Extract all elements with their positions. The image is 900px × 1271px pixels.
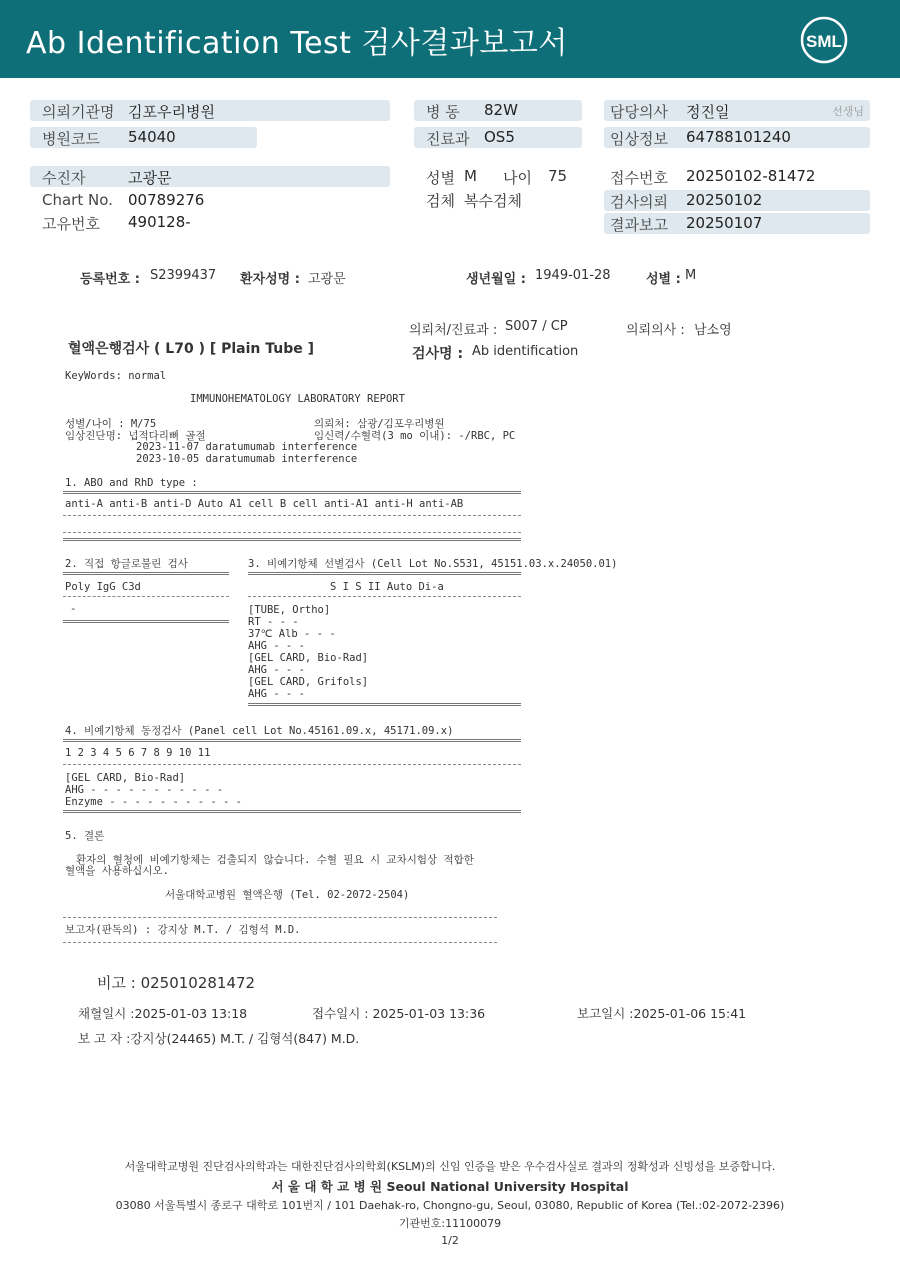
certification-text: 서울대학교병원 진단검사의학과는 대한진단검사의학회(KSLM)의 신임 인증을 받은 우수검사실로 결과의 정확성과 신빙성을 보증합니다.	[124, 1160, 776, 1173]
hospital-name-en: Seoul National University Hospital	[386, 1179, 629, 1194]
reporter-line: 보고자(판독의) : 강지상 M.T. / 김형석 M.D.	[65, 924, 301, 936]
logo-text: SML	[806, 32, 842, 51]
divider	[63, 491, 521, 494]
screen-header: S I S II Auto Di-a	[330, 581, 444, 593]
divider	[248, 572, 521, 575]
specimen-label: 검체	[426, 192, 455, 210]
section-1-title: 1. ABO and RhD type :	[65, 477, 198, 489]
report-title: Ab Identification Test 검사결과보고서	[26, 26, 568, 61]
screen-row: AHG - - -	[248, 688, 305, 700]
reported-datetime: 보고일시 :2025-01-06 15:41	[577, 1006, 747, 1021]
blood-bank-contact: 서울대학교병원 혈액은행 (Tel. 02-2072-2504)	[165, 889, 410, 901]
section-5-title: 5. 결론	[65, 830, 105, 842]
chart-no-field: Chart No. 00789276	[42, 191, 205, 209]
request-place: 의뢰처: 삼광/김포우리병원	[314, 418, 445, 430]
test-name-label: 검사명 :	[412, 346, 464, 362]
hospital-code-field: 병원코드 54040	[30, 127, 257, 148]
panel-row: [GEL CARD, Bio-Rad]	[65, 772, 186, 784]
institution-number: 기관번호:11100079	[398, 1217, 502, 1230]
clinical-note-2: 2023-10-05 daratumumab interference	[136, 453, 358, 465]
screen-row: [TUBE, Ortho]	[248, 604, 331, 616]
patient-name: 고광문	[308, 272, 346, 287]
screen-row: AHG - - -	[248, 664, 305, 676]
divider	[63, 917, 497, 918]
examinee-field: 수진자 고광문	[30, 166, 390, 187]
ordering-doctor-label: 의뢰의사 :	[626, 323, 685, 338]
test-title: 혈액은행검사 ( L70 ) [ Plain Tube ]	[68, 341, 315, 357]
remark: 비고 : 025010281472	[97, 974, 256, 992]
screen-row: [GEL CARD, Grifols]	[248, 676, 369, 688]
reg-no: S2399437	[150, 268, 217, 283]
divider	[63, 596, 229, 597]
receipt-no-field: 접수번호 20250102-81472	[610, 167, 816, 187]
sex-label: 성별	[426, 169, 455, 187]
divider	[248, 703, 521, 706]
specimen-value: 복수검체	[464, 192, 522, 210]
received-datetime: 접수일시 : 2025-01-03 13:36	[312, 1006, 486, 1021]
ward-field: 병 동 82W	[414, 100, 582, 121]
page-number: 1/2	[441, 1234, 459, 1247]
screen-row: 37℃ Alb - - -	[248, 628, 336, 640]
department-field: 진료과 OS5	[414, 127, 582, 148]
abo-header: anti-A anti-B anti-D Auto A1 cell B cell anti-A1 anti-H anti-AB	[65, 498, 464, 510]
unique-no-field: 고유번호 490128-	[42, 213, 191, 233]
dept: S007 / CP	[505, 319, 568, 334]
hospital-name-ko: 서 울 대 학 교 병 원	[271, 1179, 383, 1194]
divider	[63, 810, 521, 813]
dob-label: 생년월일 :	[466, 272, 526, 287]
section-4-title: 4. 비예기항체 동정검사 (Panel cell Lot No.45161.09.x, 45171.09.x)	[65, 725, 454, 737]
panel-row: Enzyme - - - - - - - - - - -	[65, 796, 243, 808]
sex-age: 성별/나이 : M/75	[65, 418, 157, 430]
report-sex-label: 성별 :	[646, 272, 681, 287]
keywords: KeyWords: normal	[65, 370, 167, 382]
panel-row: AHG - - - - - - - - - - -	[65, 784, 224, 796]
conclusion-line-1: 환자의 혈청에 비예기항체는 검출되지 않습니다. 수혈 필요 시 교차시험상 적합한	[76, 854, 474, 866]
divider	[63, 515, 521, 516]
dept-label: 의뢰처/진료과 :	[409, 323, 498, 338]
lab-report-title: IMMUNOHEMATOLOGY LABORATORY REPORT	[190, 393, 405, 405]
clinical-info-field: 임상정보 64788101240	[604, 127, 870, 148]
sml-logo	[798, 14, 850, 66]
report-header	[0, 0, 900, 78]
panel-header: 1 2 3 4 5 6 7 8 9 10 11	[65, 747, 211, 759]
doctor-field: 담당의사 정진일 선생님	[604, 100, 870, 121]
report-sex: M	[685, 268, 697, 283]
screen-row: AHG - - -	[248, 640, 305, 652]
screen-row: [GEL CARD, Bio-Rad]	[248, 652, 369, 664]
reg-no-label: 등록번호 :	[80, 272, 140, 287]
hospital-name	[0, 1177, 900, 1195]
reported-by: 보 고 자 :강지상(24465) M.T. / 김형석(847) M.D.	[78, 1031, 360, 1046]
section-3-title: 3. 비예기항체 선별검사 (Cell Lot No.S531, 45151.03.x.24050.01)	[248, 558, 618, 570]
divider	[63, 942, 497, 943]
conclusion-line-2: 혈액을 사용하십시오.	[65, 865, 169, 877]
hospital-address: 03080 서울특별시 종로구 대학로 101번지 / 101 Daehak-ro, Chongno-gu, Seoul, 03080, Republic of Korea (Tel.:02-2072-2396)	[115, 1199, 785, 1212]
age-label: 나이	[503, 169, 532, 187]
divider	[63, 532, 521, 533]
sex-value: M	[464, 167, 477, 185]
divider	[63, 739, 521, 742]
dat-result: -	[70, 603, 77, 615]
divider	[63, 764, 521, 765]
divider	[63, 620, 229, 623]
diagnosis: 임상진단명: 넙적다리뼈 골절	[65, 430, 206, 442]
age-value: 75	[548, 167, 568, 185]
section-2-title: 2. 직접 항글로불린 검사	[65, 558, 188, 570]
divider	[248, 596, 521, 597]
screen-row: RT - - -	[248, 616, 299, 628]
dat-header: Poly IgG C3d	[65, 581, 141, 593]
divider	[63, 572, 229, 575]
requesting-institution-field: 의뢰기관명 김포우리병원	[30, 100, 390, 121]
test-name: Ab identification	[472, 344, 579, 359]
clinical-note-1: 2023-11-07 daratumumab interference	[136, 441, 358, 453]
divider	[63, 538, 521, 541]
pregnancy-transfusion: 임신력/수혈력(3 mo 이내): -/RBC, PC	[314, 430, 516, 442]
result-report-field: 결과보고 20250107	[604, 213, 870, 234]
collected-datetime: 채혈일시 :2025-01-03 13:18	[78, 1006, 248, 1021]
dob: 1949-01-28	[535, 268, 611, 283]
patient-name-label: 환자성명 :	[240, 272, 300, 287]
ordering-doctor: 남소영	[694, 323, 732, 338]
test-request-field: 검사의뢰 20250102	[604, 190, 870, 211]
